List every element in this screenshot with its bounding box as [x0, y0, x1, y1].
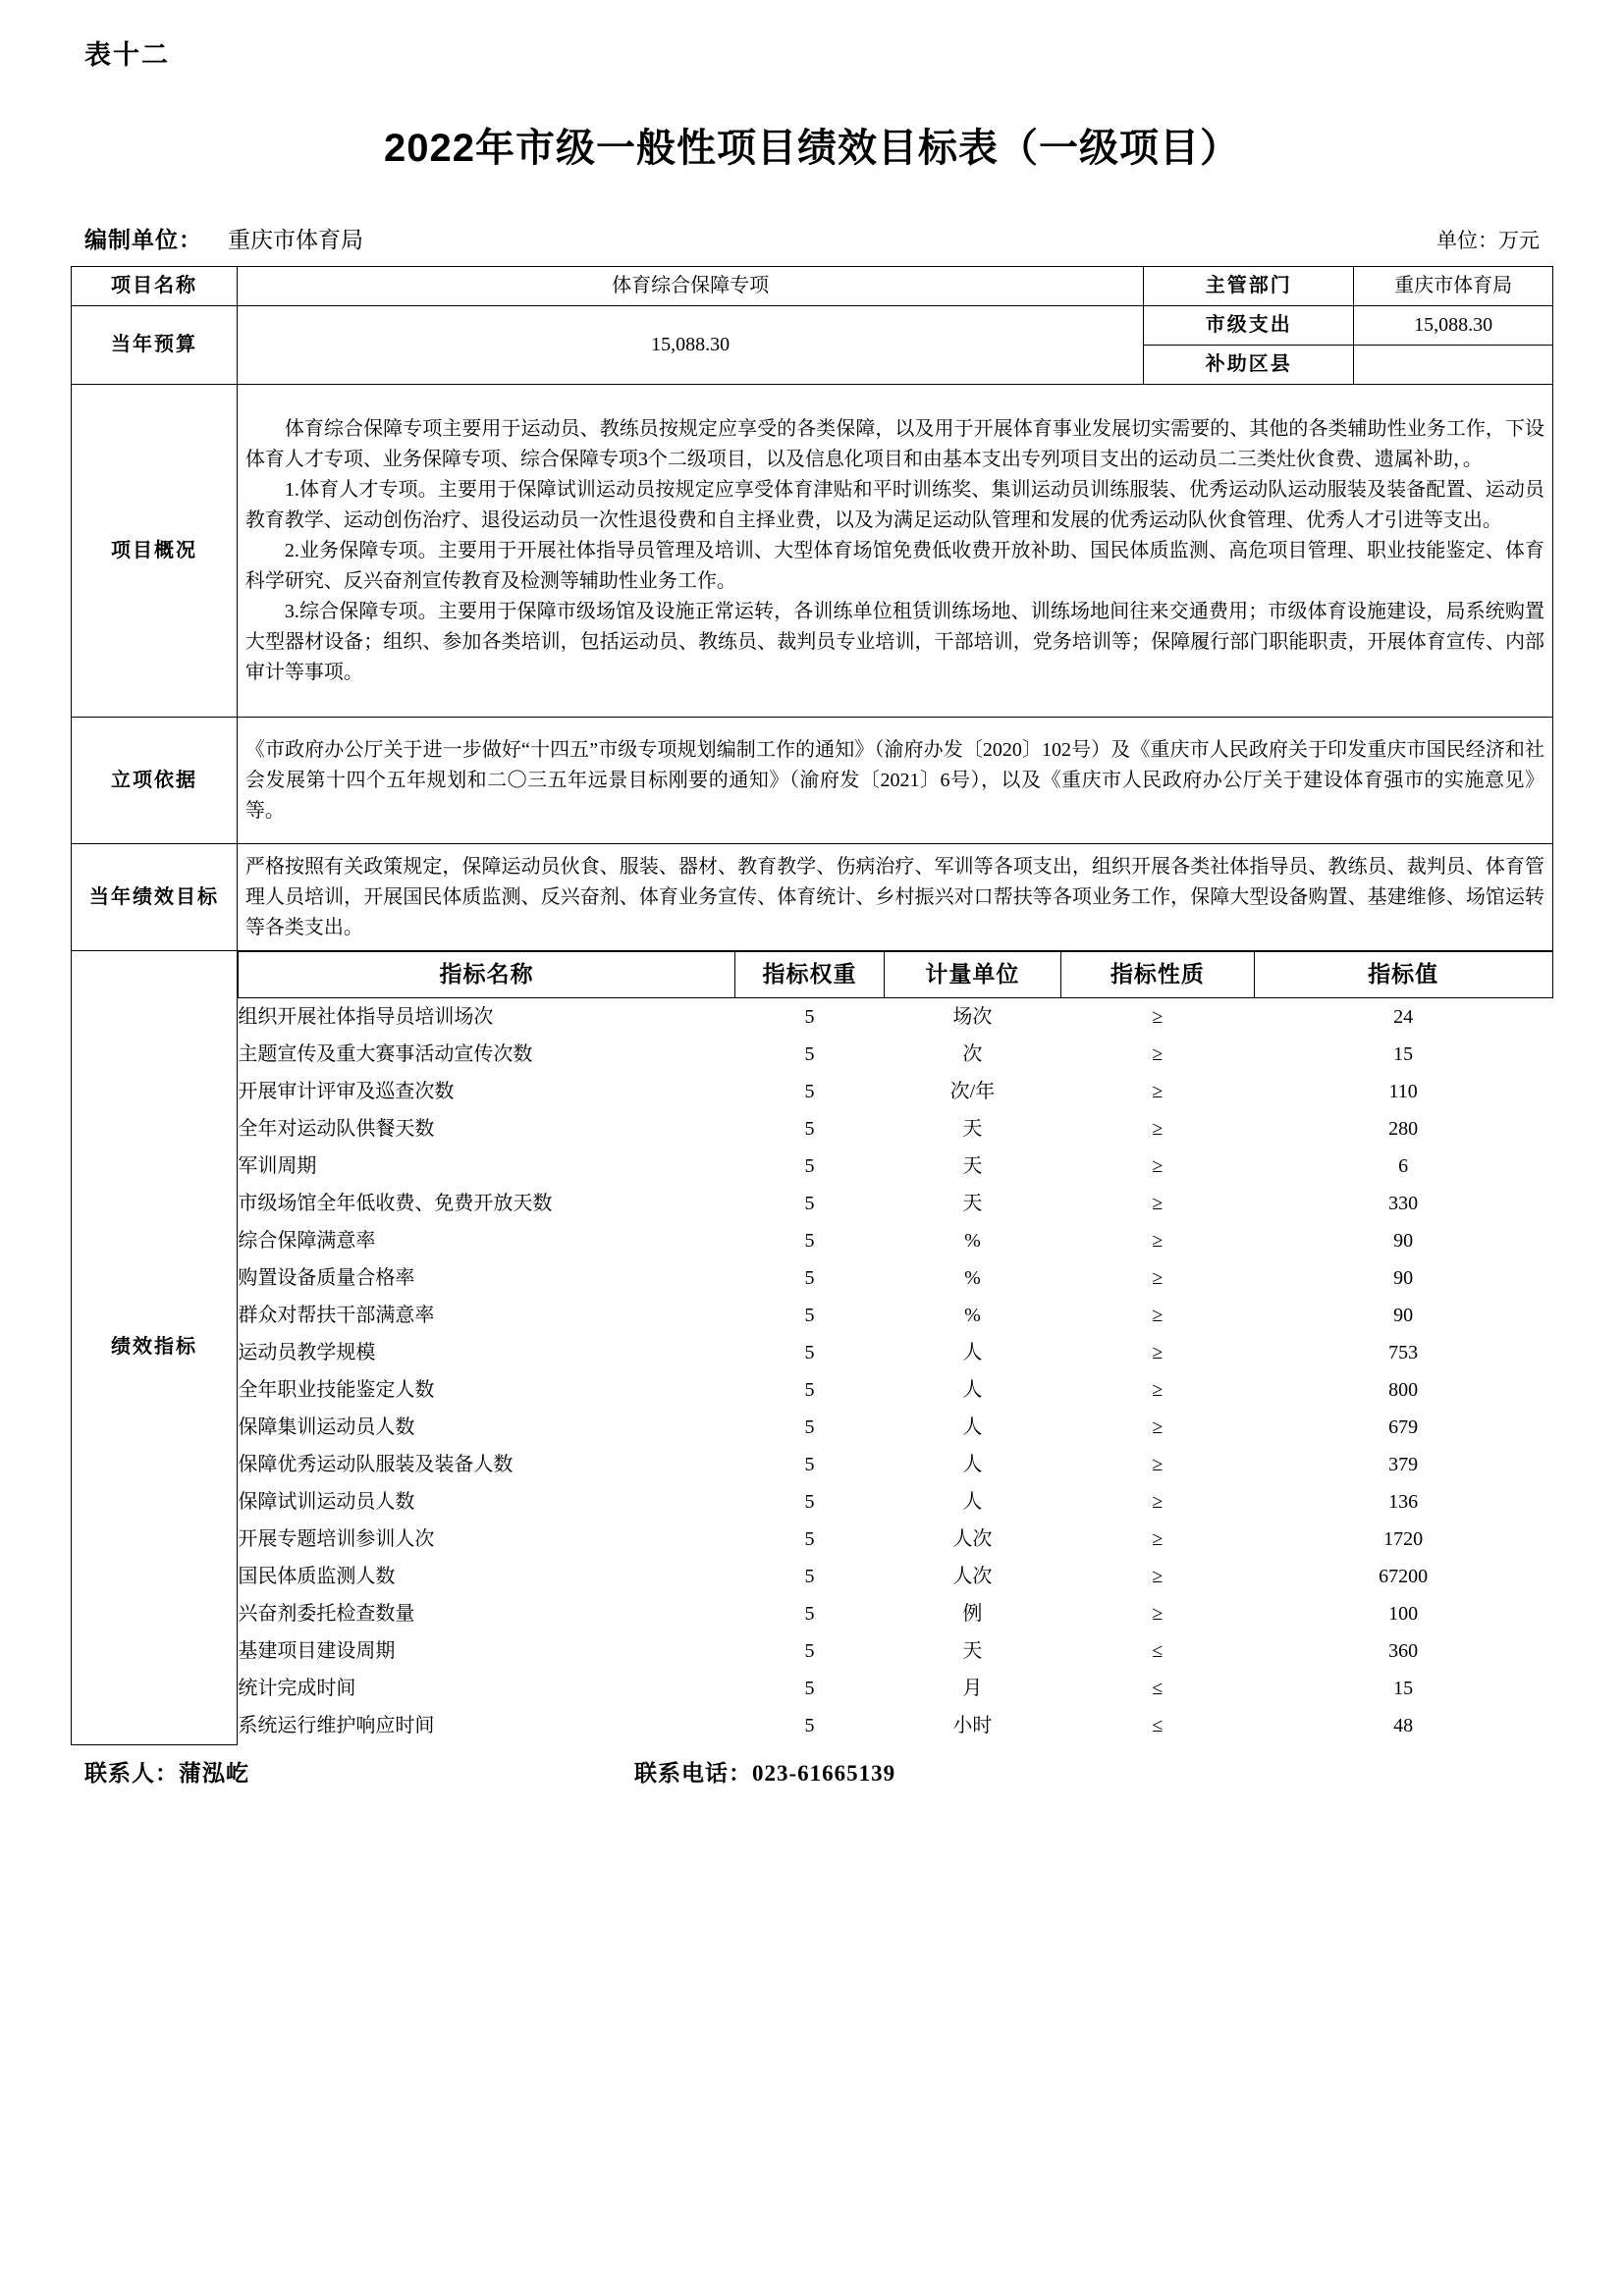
table-row-overview [72, 385, 1553, 718]
table-row-basis [72, 718, 1553, 844]
indicator-unit: % [964, 1304, 981, 1326]
indicator-name: 全年对运动队供餐天数 [238, 1117, 435, 1140]
indicator-weight: 5 [804, 1266, 815, 1289]
indicator-name: 国民体质监测人数 [238, 1565, 396, 1587]
indicator-name: 购置设备质量合格率 [238, 1266, 415, 1289]
overview-paragraph: 2.业务保障专项。主要用于开展社体指导员管理及培训、大型体育场馆免费低收费开放补助、国民体质监测、高危项目管理、职业技能鉴定、体育科学研究、反兴奋剂宣传教育及检测等辅助性业务工作。 [244, 539, 1544, 592]
indicator-nature: ≥ [1152, 1042, 1164, 1065]
annual-goal-label: 当年绩效目标 [72, 844, 238, 951]
table-row [238, 1148, 1552, 1185]
indicator-nature: ≥ [1152, 1117, 1164, 1140]
indicator-nature: ≥ [1152, 1229, 1164, 1252]
indicator-name: 市级场馆全年低收费、免费开放天数 [238, 1192, 553, 1214]
indicator-name: 全年职业技能鉴定人数 [238, 1378, 435, 1401]
indicator-name: 保障集训运动员人数 [238, 1415, 415, 1438]
table-row-city-expenditure [72, 306, 1553, 346]
indicator-weight: 5 [804, 1714, 815, 1736]
indicator-nature: ≥ [1152, 1266, 1164, 1289]
indicator-weight: 5 [804, 1080, 815, 1102]
indicator-unit: 天 [962, 1639, 983, 1662]
compiler-value: 重庆市体育局 [228, 228, 363, 252]
table-row [238, 1595, 1552, 1632]
subsidy-value [1354, 346, 1553, 385]
indicator-nature: ≥ [1152, 1005, 1164, 1028]
indicator-nature: ≥ [1152, 1490, 1164, 1513]
table-row-indicators [72, 951, 1553, 1745]
performance-goal-table [71, 266, 1553, 1745]
indicator-weight: 5 [804, 1453, 815, 1475]
indicator-value: 280 [1388, 1117, 1419, 1140]
overview-label: 项目概况 [72, 385, 238, 718]
indicator-weight: 5 [804, 1490, 815, 1513]
indicator-value: 67200 [1379, 1565, 1429, 1587]
indicator-unit: 次 [962, 1042, 983, 1065]
basis-text [237, 718, 1552, 844]
indicator-unit: % [964, 1266, 981, 1289]
indicator-unit: 次/年 [949, 1080, 996, 1102]
indicator-value: 15 [1393, 1677, 1414, 1699]
overview-paragraph: 3.综合保障专项。主要用于保障市级场馆及设施正常运转，各训练单位租赁训练场地、训练场地间往来交通费用；市级体育设施建设，局系统购置大型器材设备；组织、参加各类培训，包括运动员、教练员、裁判员专业培训，干部培训，党务培训等；保障履行部门职能职责，开展体育宣传、内部审计等事项。 [244, 600, 1544, 683]
budget-label: 当年预算 [72, 306, 238, 385]
indicator-name: 群众对帮扶干部满意率 [238, 1304, 435, 1326]
department-value: 重庆市体育局 [1354, 267, 1553, 306]
indicator-nature: ≥ [1152, 1378, 1164, 1401]
indicator-value: 1720 [1383, 1527, 1424, 1550]
indicator-name: 兴奋剂委托检查数量 [238, 1602, 415, 1625]
indicator-weight: 5 [804, 1602, 815, 1625]
table-row [238, 1446, 1552, 1483]
city-expenditure-value: 15,088.30 [1354, 306, 1553, 346]
table-row-annual-goal [72, 844, 1553, 951]
indicator-unit: 人次 [952, 1527, 993, 1550]
table-row [238, 998, 1552, 1037]
indicator-unit: 场次 [952, 1005, 993, 1028]
table-row [238, 1297, 1552, 1334]
indicator-value: 90 [1393, 1304, 1414, 1326]
department-label: 主管部门 [1144, 267, 1354, 306]
indicator-unit: 例 [962, 1602, 983, 1625]
indicators-label [72, 951, 238, 1745]
indicator-unit: 人 [962, 1490, 983, 1513]
project-name-value: 体育综合保障专项 [237, 267, 1143, 306]
indicator-value: 360 [1388, 1639, 1419, 1662]
indicator-unit: 人 [962, 1378, 983, 1401]
indicator-value: 679 [1388, 1415, 1419, 1438]
table-row [238, 1521, 1552, 1558]
col-measure-unit: 计量单位 [884, 952, 1060, 998]
indicator-weight: 5 [804, 1341, 815, 1363]
indicator-name: 保障试训运动员人数 [238, 1490, 415, 1513]
indicator-weight: 5 [804, 1005, 815, 1028]
col-indicator-value: 指标值 [1254, 952, 1552, 998]
table-row [238, 1670, 1552, 1707]
indicator-value: 24 [1393, 1005, 1414, 1028]
compiler-label: 编制单位： [84, 228, 202, 252]
indicator-name: 统计完成时间 [238, 1677, 356, 1699]
table-row [238, 1185, 1552, 1222]
table-row [238, 1073, 1552, 1110]
col-indicator-weight: 指标权重 [735, 952, 885, 998]
indicator-weight: 5 [804, 1117, 815, 1140]
table-row [238, 1558, 1552, 1595]
indicator-unit: 天 [962, 1154, 983, 1177]
indicator-nature: ≥ [1152, 1192, 1164, 1214]
overview-text [237, 385, 1552, 718]
indicator-weight: 5 [804, 1639, 815, 1662]
indicator-unit: 人次 [952, 1565, 993, 1587]
indicator-header-row [238, 952, 1552, 998]
basis-paragraph: 《市政府办公厅关于进一步做好“十四五”市级专项规划编制工作的通知》（渝府办发〔2020〕102号）及《重庆市人民政府关于印发重庆市国民经济和社会发展第十四个五年规划和二〇三五年远景目标刚要的通知》（渝府发〔2021〕6号），以及《重庆市人民政府办公厅关于建设体育强市的实施意见》等。 [244, 738, 1544, 822]
phone-label: 联系电话： [634, 1760, 752, 1786]
indicator-value: 48 [1393, 1714, 1414, 1736]
indicator-value: 100 [1388, 1602, 1419, 1625]
indicator-value: 15 [1393, 1042, 1414, 1065]
indicator-value: 90 [1393, 1229, 1414, 1252]
project-name-label: 项目名称 [72, 267, 238, 306]
indicator-unit: 小时 [952, 1714, 993, 1736]
contact-person [84, 1755, 634, 1788]
indicator-value: 330 [1388, 1192, 1419, 1214]
indicator-nature: ≥ [1152, 1527, 1164, 1550]
table-row [238, 1371, 1552, 1409]
subheader [71, 222, 1553, 254]
indicator-unit: 天 [962, 1192, 983, 1214]
indicator-weight: 5 [804, 1415, 815, 1438]
phone-value: 023-61665139 [752, 1760, 896, 1786]
indicator-unit: 月 [962, 1677, 983, 1699]
table-row [238, 1036, 1552, 1073]
indicator-weight: 5 [804, 1229, 815, 1252]
indicator-weight: 5 [804, 1565, 815, 1587]
city-expenditure-label: 市级支出 [1144, 306, 1354, 346]
indicator-nature: ≥ [1152, 1154, 1164, 1177]
indicator-nature: ≤ [1152, 1639, 1164, 1662]
overview-paragraph: 1.体育人才专项。主要用于保障试训运动员按规定应享受体育津贴和平时训练奖、集训运动员训练服装、优秀运动队运动服装及装备配置、运动员教育教学、运动创伤治疗、退役运动员一次性退役费和自主择业费，以及为满足运动队管理和发展的优秀运动队伙食管理、优秀人才引进等支出。 [244, 478, 1544, 531]
indicator-unit: % [964, 1229, 981, 1252]
indicator-unit: 人 [962, 1415, 983, 1438]
table-row [238, 1632, 1552, 1670]
contact-phone [634, 1755, 895, 1788]
basis-label: 立项依据 [72, 718, 238, 844]
indicator-weight: 5 [804, 1042, 815, 1065]
table-row [238, 1259, 1552, 1297]
table-row [238, 1110, 1552, 1148]
indicator-name: 军训周期 [238, 1154, 317, 1177]
indicator-name: 开展审计评审及巡查次数 [238, 1080, 455, 1102]
indicator-body [238, 998, 1552, 1745]
annual-goal-paragraph: 严格按照有关政策规定，保障运动员伙食、服装、器材、教育教学、伤病治疗、军训等各项支出，组织开展各类社体指导员、教练员、裁判员、体育管理人员培训，开展国民体质监测、反兴奋剂、体育业务宣传、体育统计、乡村振兴对口帮扶等各项业务工作，保障大型设备购置、基建维修、场馆运转等各类支出。 [244, 855, 1544, 938]
compiler-unit [84, 222, 363, 254]
sheet-number: 表十二 [84, 40, 170, 70]
contact-value: 蒲泓屹 [179, 1760, 249, 1786]
budget-value: 15,088.30 [237, 306, 1143, 385]
indicator-nature: ≥ [1152, 1080, 1164, 1102]
indicator-nature: ≥ [1152, 1565, 1164, 1587]
indicator-value: 136 [1388, 1490, 1419, 1513]
indicator-weight: 5 [804, 1527, 815, 1550]
table-row [238, 1334, 1552, 1371]
contact-label: 联系人： [84, 1760, 179, 1786]
col-indicator-nature: 指标性质 [1060, 952, 1254, 998]
table-row [238, 1483, 1552, 1521]
overview-paragraph: 体育综合保障专项主要用于运动员、教练员按规定应享受的各类保障，以及用于开展体育事业发展切实需要的、其他的各类辅助性业务工作，下设体育人才专项、业务保障专项、综合保障专项3个二级项目，以及信息化项目和由基本支出专列项目支出的运动员二三类灶伙食费、遗属补助，。 [244, 417, 1544, 470]
indicator-name: 系统运行维护响应时间 [238, 1714, 435, 1736]
indicator-weight: 5 [804, 1154, 815, 1177]
table-row-project-name [72, 267, 1553, 306]
page-title: 2022年市级一般性项目绩效目标表（一级项目） [384, 127, 1240, 170]
indicator-nature: ≥ [1152, 1453, 1164, 1475]
col-indicator-name: 指标名称 [238, 952, 734, 998]
indicator-weight: 5 [804, 1304, 815, 1326]
indicator-weight: 5 [804, 1378, 815, 1401]
indicator-name: 开展专题培训参训人次 [238, 1527, 435, 1550]
indicator-value: 800 [1388, 1378, 1419, 1401]
indicator-name: 组织开展社体指导员培训场次 [238, 1005, 494, 1028]
indicator-name: 保障优秀运动队服装及装备人数 [238, 1453, 514, 1475]
unit-note: 单位：万元 [1436, 229, 1540, 252]
indicator-nature: ≤ [1152, 1677, 1164, 1699]
indicator-value: 379 [1388, 1453, 1419, 1475]
subsidy-label: 补助区县 [1144, 346, 1354, 385]
indicator-value: 6 [1398, 1154, 1409, 1177]
indicator-name: 运动员教学规模 [238, 1341, 376, 1363]
indicator-name: 基建项目建设周期 [238, 1639, 396, 1662]
indicator-nature: ≥ [1152, 1415, 1164, 1438]
indicator-table-cell [237, 951, 1552, 1745]
table-row [238, 1222, 1552, 1259]
table-row [238, 1707, 1552, 1744]
indicator-table [238, 951, 1553, 1744]
indicator-value: 753 [1388, 1341, 1419, 1363]
indicator-nature: ≥ [1152, 1602, 1164, 1625]
footer [71, 1755, 1553, 1788]
annual-goal-text [237, 844, 1552, 951]
indicator-unit: 天 [962, 1117, 983, 1140]
indicator-weight: 5 [804, 1192, 815, 1214]
indicator-nature: ≤ [1152, 1714, 1164, 1736]
indicator-weight: 5 [804, 1677, 815, 1699]
indicator-unit: 人 [962, 1453, 983, 1475]
indicator-value: 90 [1393, 1266, 1414, 1289]
indicator-name: 综合保障满意率 [238, 1229, 376, 1252]
table-row [238, 1409, 1552, 1446]
indicator-unit: 人 [962, 1341, 983, 1363]
indicators-label-text: 绩效指标 [110, 1336, 197, 1359]
indicator-nature: ≥ [1152, 1304, 1164, 1326]
indicator-nature: ≥ [1152, 1341, 1164, 1363]
indicator-value: 110 [1388, 1080, 1418, 1102]
indicator-name: 主题宣传及重大赛事活动宣传次数 [238, 1042, 533, 1065]
